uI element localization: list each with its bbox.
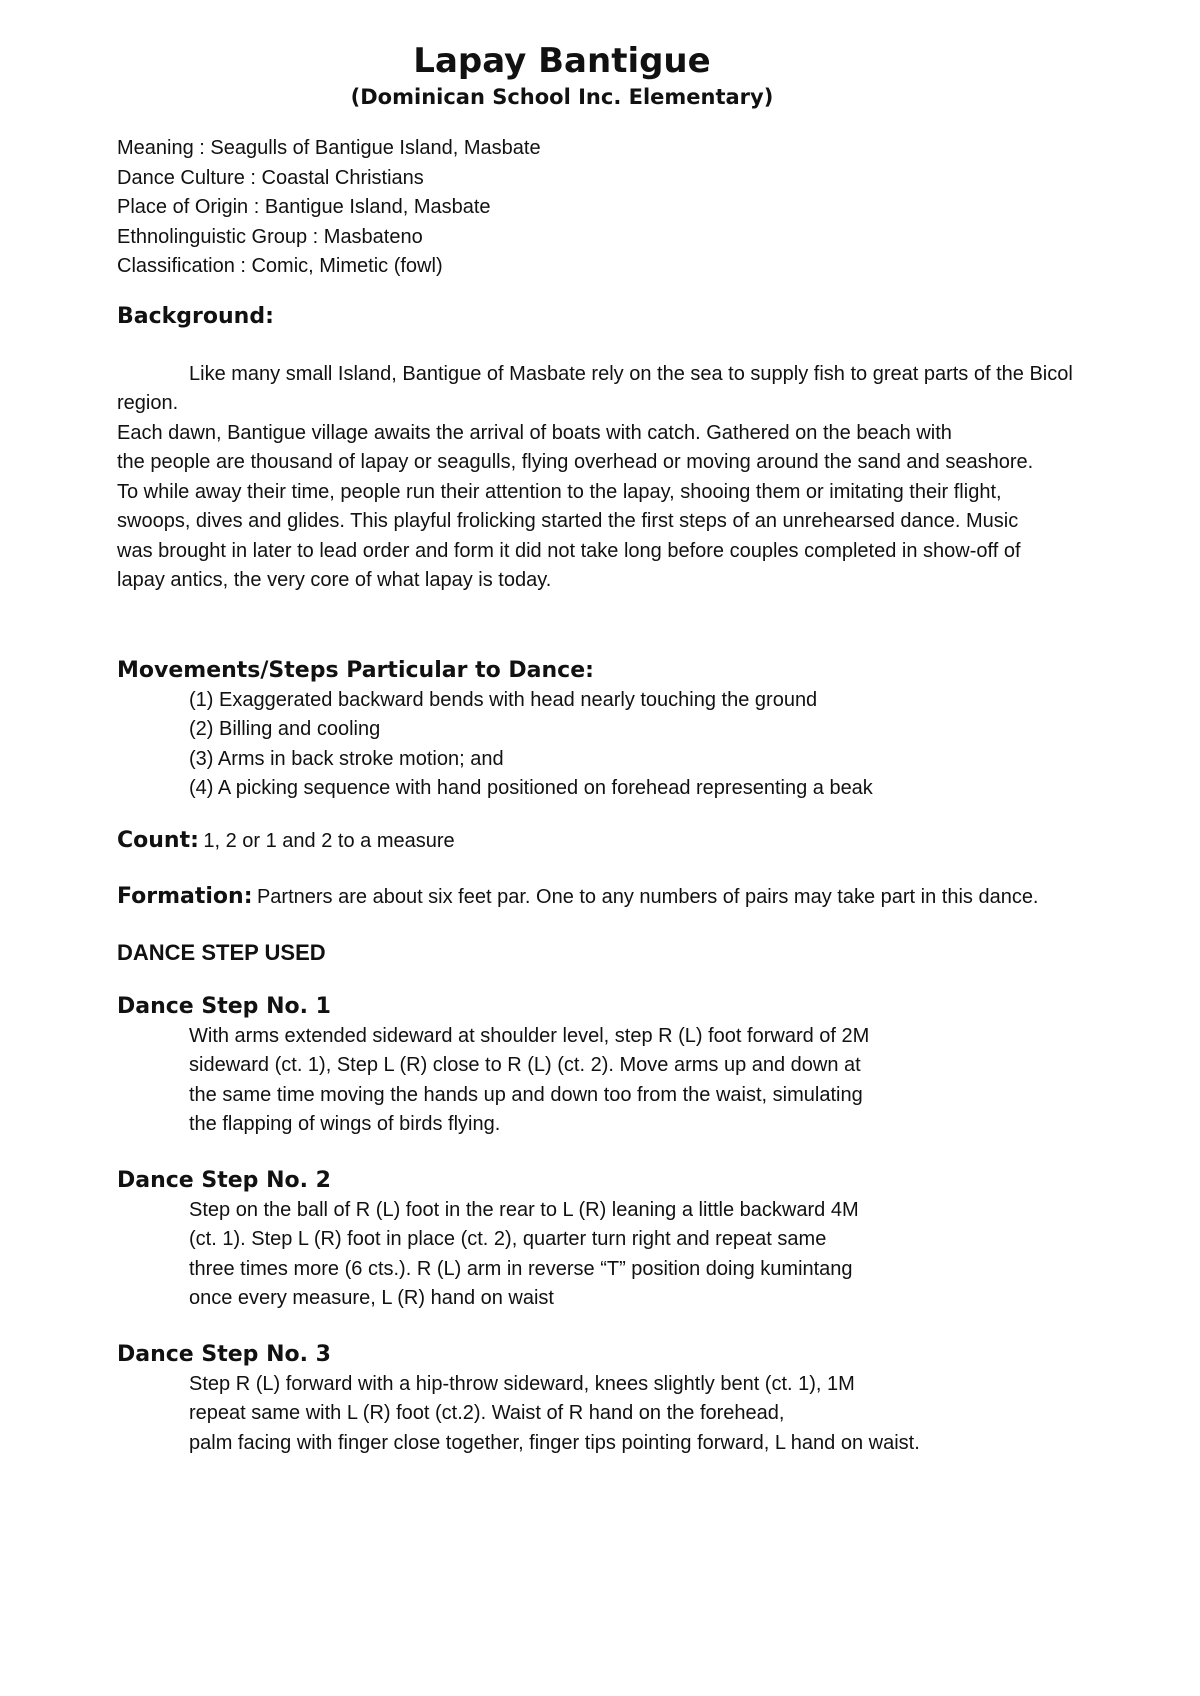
background-line: Each dawn, Bantigue village awaits the arrival of boats with catch. Gathered on the beach with: [117, 421, 952, 444]
step-line: once every measure, L (R) hand on waist: [189, 1287, 554, 1309]
background-line: Like many small Island, Bantigue of Masbate rely on the sea to supply fish to great parts of the Bicol: [189, 362, 1073, 385]
dance-steps-heading: DANCE STEP USED: [117, 939, 326, 965]
count-label: Count:: [117, 827, 199, 853]
document-page: [117, 38, 1187, 1458]
background-text: [117, 360, 1187, 596]
step-line: repeat same with L (R) foot (ct.2). Waist of R hand on the forehead,: [189, 1402, 785, 1424]
step-line: the flapping of wings of birds flying.: [189, 1113, 501, 1135]
movements-heading: Movements/Steps Particular to Dance:: [117, 657, 594, 683]
background-line: the people are thousand of lapay or seagulls, flying overhead or moving around the sand and seashore.: [117, 451, 1034, 473]
formation-row: [117, 882, 1187, 914]
background-line: To while away their time, people run their attention to the lapay, shooing them or imitating their flight,: [117, 480, 1002, 503]
meaning-line: Meaning : Seagulls of Bantigue Island, Masbate: [117, 137, 541, 159]
step-line: (ct. 1). Step L (R) foot in place (ct. 2), quarter turn right and repeat same: [189, 1228, 827, 1250]
step-2-text: [117, 1196, 1187, 1314]
background-heading: Background:: [117, 303, 274, 329]
step-line: the same time moving the hands up and down too from the waist, simulating: [189, 1083, 863, 1106]
movement-item: (1) Exaggerated backward bends with head nearly touching the ground: [189, 688, 818, 711]
step-2-heading: Dance Step No. 2: [117, 1167, 331, 1193]
movement-item: (3) Arms in back stroke motion; and: [189, 747, 504, 770]
step-3-text: [117, 1370, 1187, 1459]
step-line: Step on the ball of R (L) foot in the rear to L (R) leaning a little backward 4M: [189, 1198, 859, 1221]
step-3-heading: Dance Step No. 3: [117, 1341, 331, 1367]
formation-text: Partners are about six feet par. One to any numbers of pairs may take part in this dance.: [256, 885, 1039, 908]
classification-line: Classification : Comic, Mimetic (fowl): [117, 255, 443, 277]
dance-info: [117, 134, 1187, 282]
step-1-text: [117, 1022, 1187, 1140]
step-line: Step R (L) forward with a hip-throw sideward, knees slightly bent (ct. 1), 1M: [189, 1372, 855, 1395]
count-text: 1, 2 or 1 and 2 to a measure: [203, 829, 455, 852]
movements-list: [117, 686, 1187, 804]
movement-item: (2) Billing and cooling: [189, 718, 381, 740]
place-of-origin-line: Place of Origin : Bantigue Island, Masbate: [117, 196, 491, 218]
dance-culture-line: Dance Culture : Coastal Christians: [117, 166, 424, 189]
step-line: With arms extended sideward at shoulder level, step R (L) foot forward of 2M: [189, 1024, 870, 1047]
step-line: sideward (ct. 1), Step L (R) close to R (L) (ct. 2). Move arms up and down at: [189, 1054, 861, 1076]
formation-label: Formation:: [117, 883, 253, 909]
document-subtitle: (Dominican School Inc. Elementary): [350, 85, 774, 109]
step-line: palm facing with finger close together, finger tips pointing forward, L hand on waist.: [189, 1431, 920, 1454]
document-title: Lapay Bantigue: [413, 41, 711, 81]
count-row: [117, 826, 1187, 858]
ethnolinguistic-group-line: Ethnolinguistic Group : Masbateno: [117, 225, 423, 248]
background-line: region.: [117, 392, 179, 414]
background-line: swoops, dives and glides. This playful frolicking started the first steps of an unrehearsed dance. Music: [117, 510, 1019, 532]
background-line: lapay antics, the very core of what lapay is today.: [117, 569, 552, 591]
step-1-heading: Dance Step No. 1: [117, 993, 331, 1019]
step-line: three times more (6 cts.). R (L) arm in reverse “T” position doing kumintang: [189, 1257, 853, 1280]
movement-item: (4) A picking sequence with hand positioned on forehead representing a beak: [189, 777, 873, 799]
background-line: was brought in later to lead order and form it did not take long before couples completed in show-off of: [117, 539, 1021, 562]
